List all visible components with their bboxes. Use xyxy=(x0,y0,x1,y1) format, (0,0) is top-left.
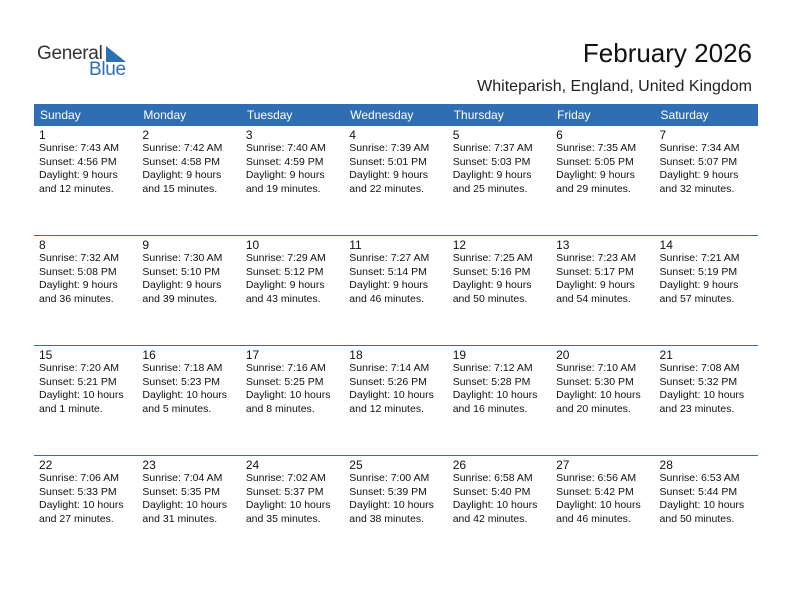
day-daylight-minutes: and 19 minutes. xyxy=(245,182,321,195)
day-sunrise: Sunrise: 7:06 AM xyxy=(39,472,119,484)
day-daylight-minutes: and 20 minutes. xyxy=(556,402,631,415)
day-number: 19 xyxy=(452,348,467,362)
day-daylight: Daylight: 9 hours xyxy=(349,279,429,292)
calendar-day-cell xyxy=(241,126,344,236)
day-daylight: Daylight: 9 hours xyxy=(142,169,222,182)
calendar-day-cell xyxy=(448,126,551,236)
calendar-week-row xyxy=(34,125,758,236)
day-sunrise: Sunrise: 7:39 AM xyxy=(349,142,430,154)
calendar-day-cell xyxy=(551,346,654,456)
weekday-tuesday: Tuesday xyxy=(246,108,293,122)
calendar-day-cell xyxy=(137,346,240,456)
day-sunrise: Sunrise: 7:32 AM xyxy=(39,252,119,264)
day-sunrise: Sunrise: 7:04 AM xyxy=(142,472,223,484)
day-daylight: Daylight: 10 hours xyxy=(659,499,745,512)
day-sunrise: Sunrise: 7:27 AM xyxy=(349,252,430,264)
day-sunset: Sunset: 5:32 PM xyxy=(659,375,738,388)
day-sunrise: Sunrise: 7:18 AM xyxy=(142,362,223,374)
day-sunset: Sunset: 4:58 PM xyxy=(142,155,221,168)
day-daylight: Daylight: 9 hours xyxy=(349,169,429,182)
day-daylight: Daylight: 10 hours xyxy=(349,499,434,512)
calendar-day-cell xyxy=(34,236,137,346)
day-number: 24 xyxy=(245,458,260,472)
calendar-day-cell xyxy=(34,456,137,566)
day-number: 6 xyxy=(556,128,563,142)
calendar-day-cell xyxy=(344,236,447,346)
day-daylight: Daylight: 9 hours xyxy=(659,279,739,292)
calendar-day-cell xyxy=(655,236,758,346)
day-daylight: Daylight: 9 hours xyxy=(142,279,222,292)
day-daylight: Daylight: 10 hours xyxy=(556,499,641,512)
calendar-day-cell xyxy=(344,346,447,456)
day-daylight-minutes: and 15 minutes. xyxy=(142,182,218,195)
calendar-day-cell xyxy=(137,236,240,346)
day-daylight-minutes: and 46 minutes. xyxy=(556,512,631,525)
day-sunrise: Sunrise: 7:35 AM xyxy=(556,142,637,154)
day-sunset: Sunset: 5:07 PM xyxy=(659,155,738,168)
calendar-day-cell xyxy=(655,126,758,236)
day-daylight: Daylight: 10 hours xyxy=(39,499,124,512)
day-sunrise: Sunrise: 7:23 AM xyxy=(556,252,637,264)
day-number: 2 xyxy=(142,128,150,142)
day-number: 14 xyxy=(659,238,673,252)
calendar-day-cell xyxy=(448,456,551,566)
weekday-monday: Monday xyxy=(143,108,187,122)
day-daylight: Daylight: 10 hours xyxy=(556,389,641,402)
day-daylight: Daylight: 9 hours xyxy=(452,169,532,182)
day-number: 26 xyxy=(452,458,467,472)
day-daylight-minutes: and 54 minutes. xyxy=(556,292,631,305)
day-sunrise: Sunrise: 7:29 AM xyxy=(245,252,326,264)
day-number: 27 xyxy=(556,458,570,472)
day-sunset: Sunset: 5:30 PM xyxy=(556,375,634,388)
day-sunset: Sunset: 5:37 PM xyxy=(245,485,324,498)
calendar-day-cell xyxy=(137,456,240,566)
day-number: 8 xyxy=(39,238,46,252)
day-sunset: Sunset: 5:28 PM xyxy=(452,375,531,388)
day-daylight: Daylight: 9 hours xyxy=(452,279,532,292)
day-sunset: Sunset: 5:42 PM xyxy=(556,485,634,498)
day-sunset: Sunset: 5:03 PM xyxy=(452,155,531,168)
weekday-saturday: Saturday xyxy=(660,108,709,122)
day-daylight-minutes: and 16 minutes. xyxy=(452,402,528,415)
calendar-day-cell xyxy=(34,126,137,236)
day-daylight-minutes: and 36 minutes. xyxy=(39,292,114,305)
calendar-day-cell xyxy=(241,236,344,346)
day-sunset: Sunset: 5:39 PM xyxy=(349,485,427,498)
day-sunset: Sunset: 5:05 PM xyxy=(556,155,634,168)
day-daylight: Daylight: 10 hours xyxy=(245,389,331,402)
calendar-day-cell xyxy=(655,456,758,566)
day-daylight-minutes: and 39 minutes. xyxy=(142,292,218,305)
day-daylight-minutes: and 1 minute. xyxy=(39,402,103,415)
day-daylight: Daylight: 9 hours xyxy=(659,169,739,182)
day-number: 4 xyxy=(349,128,356,142)
day-daylight: Daylight: 10 hours xyxy=(659,389,745,402)
day-sunrise: Sunrise: 7:30 AM xyxy=(142,252,223,264)
day-daylight-minutes: and 8 minutes. xyxy=(245,402,315,415)
day-sunrise: Sunrise: 7:00 AM xyxy=(349,472,430,484)
day-daylight-minutes: and 29 minutes. xyxy=(556,182,631,195)
day-sunrise: Sunrise: 7:37 AM xyxy=(452,142,533,154)
day-daylight: Daylight: 10 hours xyxy=(39,389,124,402)
day-number: 20 xyxy=(556,348,570,362)
day-sunset: Sunset: 5:14 PM xyxy=(349,265,427,278)
day-sunrise: Sunrise: 6:53 AM xyxy=(659,472,740,484)
day-number: 22 xyxy=(39,458,53,472)
day-number: 28 xyxy=(659,458,673,472)
calendar-day-cell xyxy=(448,346,551,456)
day-sunset: Sunset: 5:21 PM xyxy=(39,375,117,388)
day-daylight: Daylight: 9 hours xyxy=(245,169,325,182)
day-number: 23 xyxy=(142,458,156,472)
day-sunset: Sunset: 5:23 PM xyxy=(142,375,221,388)
day-sunrise: Sunrise: 7:40 AM xyxy=(245,142,326,154)
day-number: 3 xyxy=(245,128,253,142)
day-number: 12 xyxy=(452,238,467,252)
day-sunset: Sunset: 5:19 PM xyxy=(659,265,738,278)
day-daylight: Daylight: 10 hours xyxy=(245,499,331,512)
day-number: 15 xyxy=(39,348,53,362)
day-sunset: Sunset: 5:44 PM xyxy=(659,485,738,498)
calendar-day-cell xyxy=(448,236,551,346)
day-number: 17 xyxy=(245,348,260,362)
day-sunset: Sunset: 5:25 PM xyxy=(245,375,324,388)
weekday-wednesday: Wednesday xyxy=(350,108,414,122)
day-daylight: Daylight: 10 hours xyxy=(452,499,538,512)
day-daylight-minutes: and 25 minutes. xyxy=(452,182,528,195)
calendar-day-cell xyxy=(344,456,447,566)
day-sunrise: Sunrise: 7:43 AM xyxy=(39,142,119,154)
day-daylight: Daylight: 9 hours xyxy=(556,279,635,292)
day-daylight-minutes: and 32 minutes. xyxy=(659,182,735,195)
page-title: February 2026 xyxy=(582,38,752,68)
day-daylight-minutes: and 57 minutes. xyxy=(659,292,735,305)
calendar-day-cell xyxy=(137,126,240,236)
day-sunset: Sunset: 5:12 PM xyxy=(245,265,324,278)
day-sunrise: Sunrise: 6:56 AM xyxy=(556,472,637,484)
day-daylight-minutes: and 42 minutes. xyxy=(452,512,528,525)
calendar-day-cell xyxy=(241,456,344,566)
calendar-day-cell xyxy=(344,126,447,236)
day-daylight-minutes: and 46 minutes. xyxy=(349,292,424,305)
logo xyxy=(37,43,137,83)
day-sunset: Sunset: 4:56 PM xyxy=(39,155,117,168)
calendar-day-cell xyxy=(551,236,654,346)
calendar-day-cell xyxy=(551,126,654,236)
day-daylight: Daylight: 10 hours xyxy=(452,389,538,402)
day-sunrise: Sunrise: 7:42 AM xyxy=(142,142,223,154)
calendar-day-cell xyxy=(655,346,758,456)
day-daylight-minutes: and 12 minutes. xyxy=(349,402,424,415)
day-number: 25 xyxy=(349,458,363,472)
day-daylight: Daylight: 10 hours xyxy=(142,499,228,512)
location-subtitle: Whiteparish, England, United Kingdom xyxy=(477,78,752,95)
day-number: 21 xyxy=(659,348,673,362)
calendar-week-row xyxy=(34,235,758,346)
day-daylight-minutes: and 27 minutes. xyxy=(39,512,114,525)
day-number: 18 xyxy=(349,348,363,362)
calendar-day-cell xyxy=(551,456,654,566)
calendar-day-cell xyxy=(34,346,137,456)
day-sunrise: Sunrise: 7:20 AM xyxy=(39,362,119,374)
day-number: 5 xyxy=(452,128,460,142)
day-daylight: Daylight: 9 hours xyxy=(39,169,118,182)
day-daylight-minutes: and 50 minutes. xyxy=(452,292,528,305)
day-sunrise: Sunrise: 7:34 AM xyxy=(659,142,740,154)
day-sunset: Sunset: 5:26 PM xyxy=(349,375,427,388)
day-daylight: Daylight: 9 hours xyxy=(245,279,325,292)
day-sunset: Sunset: 5:01 PM xyxy=(349,155,427,168)
day-sunset: Sunset: 5:40 PM xyxy=(452,485,531,498)
day-daylight-minutes: and 31 minutes. xyxy=(142,512,218,525)
day-sunset: Sunset: 5:10 PM xyxy=(142,265,221,278)
day-number: 1 xyxy=(39,128,46,142)
day-sunset: Sunset: 5:08 PM xyxy=(39,265,117,278)
day-sunrise: Sunrise: 7:14 AM xyxy=(349,362,430,374)
day-daylight-minutes: and 50 minutes. xyxy=(659,512,735,525)
logo-blue-text: Blue xyxy=(89,59,126,80)
day-sunset: Sunset: 5:33 PM xyxy=(39,485,117,498)
day-daylight: Daylight: 9 hours xyxy=(556,169,635,182)
weekday-friday: Friday xyxy=(557,108,591,122)
logo-general-text: General xyxy=(37,43,103,64)
day-sunrise: Sunrise: 7:25 AM xyxy=(452,252,533,264)
day-daylight-minutes: and 38 minutes. xyxy=(349,512,424,525)
day-sunrise: Sunrise: 7:16 AM xyxy=(245,362,326,374)
day-sunrise: Sunrise: 7:08 AM xyxy=(659,362,740,374)
day-daylight-minutes: and 23 minutes. xyxy=(659,402,735,415)
day-daylight: Daylight: 10 hours xyxy=(142,389,228,402)
day-sunset: Sunset: 5:17 PM xyxy=(556,265,634,278)
day-number: 10 xyxy=(245,238,260,252)
day-sunrise: Sunrise: 6:58 AM xyxy=(452,472,533,484)
calendar-week-row xyxy=(34,455,758,566)
day-daylight-minutes: and 43 minutes. xyxy=(245,292,321,305)
day-daylight: Daylight: 9 hours xyxy=(39,279,118,292)
day-daylight-minutes: and 35 minutes. xyxy=(245,512,321,525)
day-sunset: Sunset: 4:59 PM xyxy=(245,155,324,168)
day-daylight-minutes: and 22 minutes. xyxy=(349,182,424,195)
day-daylight: Daylight: 10 hours xyxy=(349,389,434,402)
day-number: 16 xyxy=(142,348,156,362)
day-sunrise: Sunrise: 7:21 AM xyxy=(659,252,740,264)
day-sunrise: Sunrise: 7:02 AM xyxy=(245,472,326,484)
day-number: 7 xyxy=(659,128,667,142)
day-number: 9 xyxy=(142,238,150,252)
day-sunset: Sunset: 5:16 PM xyxy=(452,265,531,278)
calendar-day-cell xyxy=(241,346,344,456)
day-number: 13 xyxy=(556,238,570,252)
day-number: 11 xyxy=(349,238,362,252)
day-sunrise: Sunrise: 7:12 AM xyxy=(452,362,533,374)
weekday-header xyxy=(34,104,758,126)
day-sunset: Sunset: 5:35 PM xyxy=(142,485,221,498)
day-sunrise: Sunrise: 7:10 AM xyxy=(556,362,637,374)
calendar-week-row xyxy=(34,345,758,456)
weekday-thursday: Thursday xyxy=(453,108,504,122)
day-daylight-minutes: and 12 minutes. xyxy=(39,182,114,195)
weekday-sunday: Sunday xyxy=(40,108,81,122)
day-daylight-minutes: and 5 minutes. xyxy=(142,402,212,415)
